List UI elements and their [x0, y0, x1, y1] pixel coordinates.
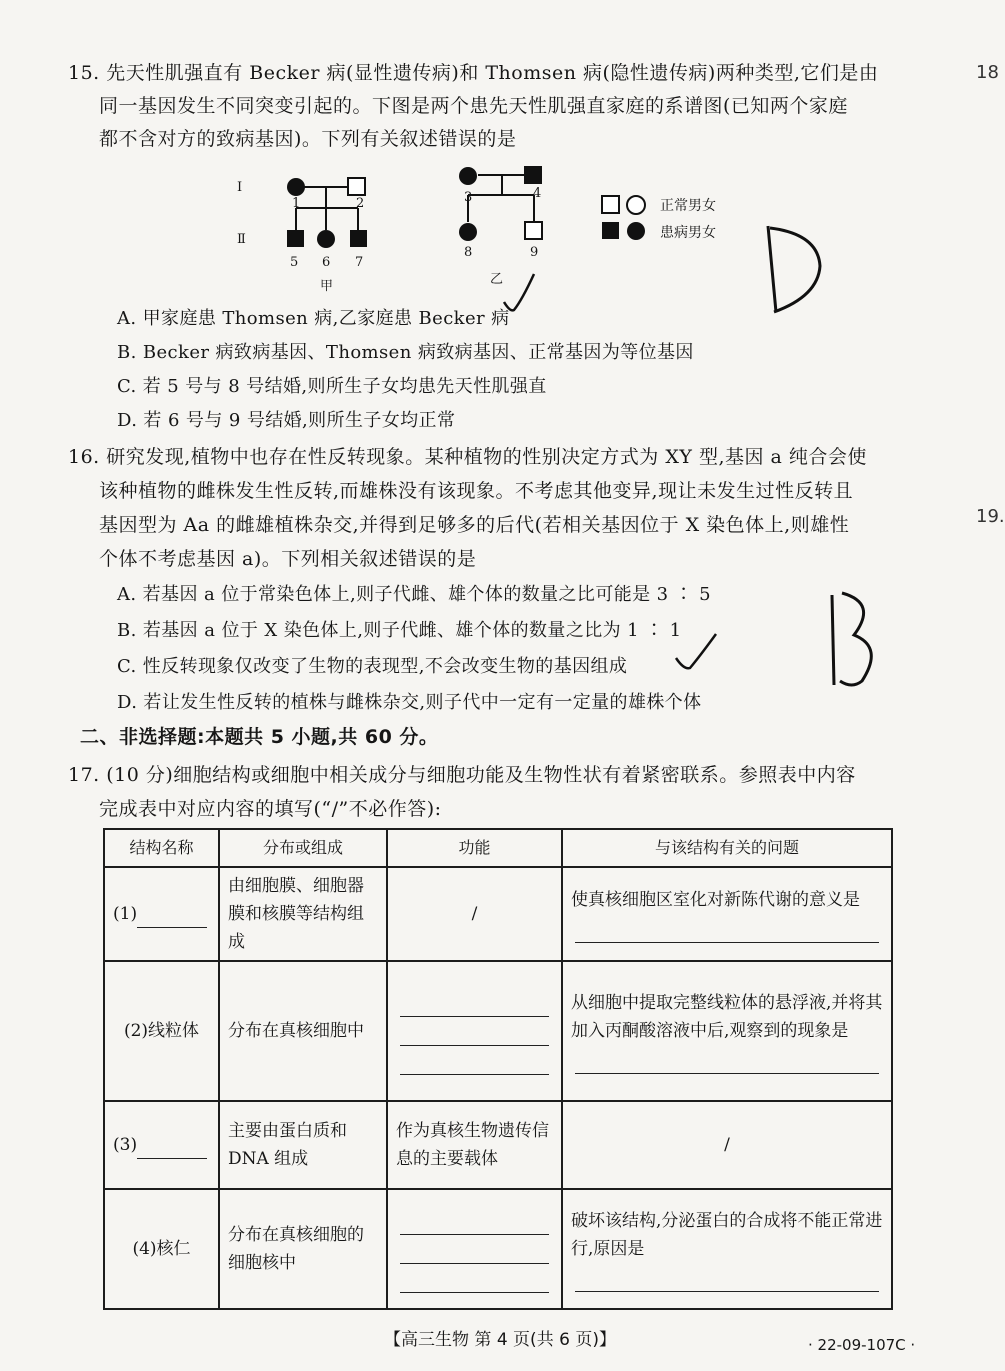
q15-stem-line-3: 都不含对方的致病基因)。下列有关叙述错误的是 [99, 128, 517, 150]
row3-composition: 主要由蛋白质和 DNA 组成 [219, 1101, 387, 1189]
q15-option-a: A. 甲家庭患 Thomsen 病,乙家庭患 Becker 病 [117, 308, 510, 329]
row2-function-blank-1[interactable] [400, 988, 549, 1017]
row2-question-cell [562, 961, 892, 1101]
row1-name: (1) [113, 904, 138, 924]
pedigree-id-2: 2 [356, 196, 365, 211]
header-question: 与该结构有关的问题 [562, 829, 892, 867]
table-row [104, 961, 892, 1101]
row2-composition: 分布在真核细胞中 [219, 961, 387, 1101]
legend-normal-label: 正常男女 [660, 198, 716, 214]
q16-stem-line-1: 16. 研究发现,植物中也存在性反转现象。某种植物的性别决定方式为 XY 型,基因 a 纯合会使 [68, 446, 867, 468]
row4-function-blank-3[interactable] [400, 1264, 549, 1293]
pedigree-gen-II-label: Ⅱ [237, 232, 246, 247]
legend-affected-female-icon [627, 222, 645, 240]
pedigree-family-yi-label: 乙 [490, 272, 504, 287]
q15-stem-line-2: 同一基因发生不同突变引起的。下图是两个患先天性肌强直家庭的系谱图(已知两个家庭 [99, 95, 848, 117]
q16-option-d: D. 若让发生性反转的植株与雌株杂交,则子代中一定有一定量的雄株个体 [117, 692, 702, 713]
pedigree-5-affected-male [287, 230, 304, 247]
pedigree-8-affected-female [459, 223, 477, 241]
pedigree-9-normal-male [525, 222, 542, 239]
row4-function-blank-1[interactable] [400, 1206, 549, 1235]
section-2-heading: 二、非选择题:本题共 5 小题,共 60 分。 [80, 726, 439, 748]
row1-name-blank[interactable] [137, 927, 207, 928]
row4-answer-blank[interactable] [575, 1263, 879, 1292]
pedigree-1-affected-female [287, 178, 305, 196]
row2-function-cell [387, 961, 562, 1101]
handwritten-answer-q15 [756, 220, 836, 320]
row3-function: 作为真核生物遗传信息的主要载体 [387, 1101, 562, 1189]
pedigree-id-5: 5 [290, 255, 299, 270]
handwritten-check-q16 [672, 628, 722, 678]
q16-option-a: A. 若基因 a 位于常染色体上,则子代雌、雄个体的数量之比可能是 3 ∶ 5 [117, 584, 712, 605]
row1-question-cell [562, 867, 892, 961]
handwritten-answer-q16 [818, 585, 888, 695]
row2-question: 从细胞中提取完整线粒体的悬浮液,并将其加入丙酮酸溶液中后,观察到的现象是 [571, 992, 883, 1041]
row2-function-blank-2[interactable] [400, 1017, 549, 1046]
header-distribution: 分布或组成 [219, 829, 387, 867]
row2-function-blank-3[interactable] [400, 1046, 549, 1075]
handwritten-check-q15 [500, 270, 540, 320]
row4-function-blank-2[interactable] [400, 1235, 549, 1264]
row2-name: (2)线粒体 [104, 961, 219, 1101]
q15-stem-line-1: 15. 先天性肌强直有 Becker 病(显性遗传病)和 Thomsen 病(隐性遗传病)两种类型,它们是由 [68, 62, 879, 84]
pedigree-6-affected-female [317, 230, 335, 248]
legend-affected-male-icon [602, 222, 619, 239]
q17-stem-line-2: 完成表中对应内容的填写(“/”不必作答): [99, 798, 442, 820]
table-row [104, 1101, 892, 1189]
margin-number-18: 18 [976, 62, 999, 83]
row1-answer-blank[interactable] [575, 914, 879, 943]
q15-option-b: B. Becker 病致病基因、Thomsen 病致病基因、正常基因为等位基因 [117, 342, 694, 363]
q16-option-c: C. 性反转现象仅改变了生物的表现型,不会改变生物的基因组成 [117, 656, 628, 677]
row1-question: 使真核细胞区室化对新陈代谢的意义是 [571, 889, 860, 910]
pedigree-gen-I-label: Ⅰ [237, 180, 243, 195]
q16-stem-line-3: 基因型为 Aa 的雌雄植株杂交,并得到足够多的后代(若相关基因位于 X 染色体上,则雄性 [99, 514, 850, 536]
pedigree-id-8: 8 [464, 245, 473, 260]
row2-answer-blank[interactable] [575, 1045, 879, 1074]
row4-question-cell [562, 1189, 892, 1309]
pedigree-id-3: 3 [464, 190, 473, 205]
row3-name-blank[interactable] [137, 1158, 207, 1159]
header-function: 功能 [387, 829, 562, 867]
row1-name-cell [104, 867, 219, 961]
pedigree-id-9: 9 [530, 245, 539, 260]
pedigree-7-affected-male [350, 230, 367, 247]
row4-name: (4)核仁 [104, 1189, 219, 1309]
q16-stem-line-2: 该种植物的雌株发生性反转,而雄株没有该现象。不考虑其他变异,现让未发生过性反转且 [99, 480, 854, 502]
table-row [104, 867, 892, 961]
pedigree-id-1: 1 [292, 196, 301, 211]
q16-stem-line-4: 个体不考虑基因 a)。下列相关叙述错误的是 [99, 548, 477, 570]
row1-composition: 由细胞膜、细胞器膜和核膜等结构组成 [219, 867, 387, 961]
row4-function-cell [387, 1189, 562, 1309]
legend-affected-label: 患病男女 [660, 225, 716, 241]
row3-name-cell [104, 1101, 219, 1189]
q15-option-c: C. 若 5 号与 8 号结婚,则所生子女均患先天性肌强直 [117, 376, 547, 397]
page-footer: 【高三生物 第 4 页(共 6 页)】 [384, 1330, 616, 1350]
pedigree-id-4: 4 [533, 186, 542, 201]
row1-function: / [387, 867, 562, 961]
pedigree-3-affected-female [459, 167, 477, 185]
pedigree-family-jia-label: 甲 [320, 279, 334, 294]
q17-stem-line-1: 17. (10 分)细胞结构或细胞中相关成分与细胞功能及生物性状有着紧密联系。参照表中内容 [68, 764, 856, 786]
legend-normal-male-icon [602, 196, 619, 213]
q16-option-b: B. 若基因 a 位于 X 染色体上,则子代雌、雄个体的数量之比为 1 ∶ 1 [117, 620, 682, 641]
row4-question: 破坏该结构,分泌蛋白的合成将不能正常进行,原因是 [571, 1210, 883, 1259]
header-structure-name: 结构名称 [104, 829, 219, 867]
table-row [104, 1189, 892, 1309]
q17-table [103, 828, 893, 1310]
pedigree-2-normal-male [348, 178, 365, 195]
pedigree-4-affected-male [524, 166, 542, 184]
pedigree-id-6: 6 [322, 255, 331, 270]
exam-code: · 22-09-107C · [808, 1336, 916, 1354]
row3-question: / [562, 1101, 892, 1189]
q15-option-d: D. 若 6 号与 9 号结婚,则所生子女均正常 [117, 410, 456, 431]
row4-composition: 分布在真核细胞的细胞核中 [219, 1189, 387, 1309]
table-header-row [104, 829, 892, 867]
pedigree-legend-symbols [600, 194, 652, 244]
pedigree-id-7: 7 [355, 255, 364, 270]
margin-number-19: 19. [976, 506, 1005, 527]
row3-name: (3) [113, 1135, 138, 1155]
legend-normal-female-icon [627, 196, 645, 214]
